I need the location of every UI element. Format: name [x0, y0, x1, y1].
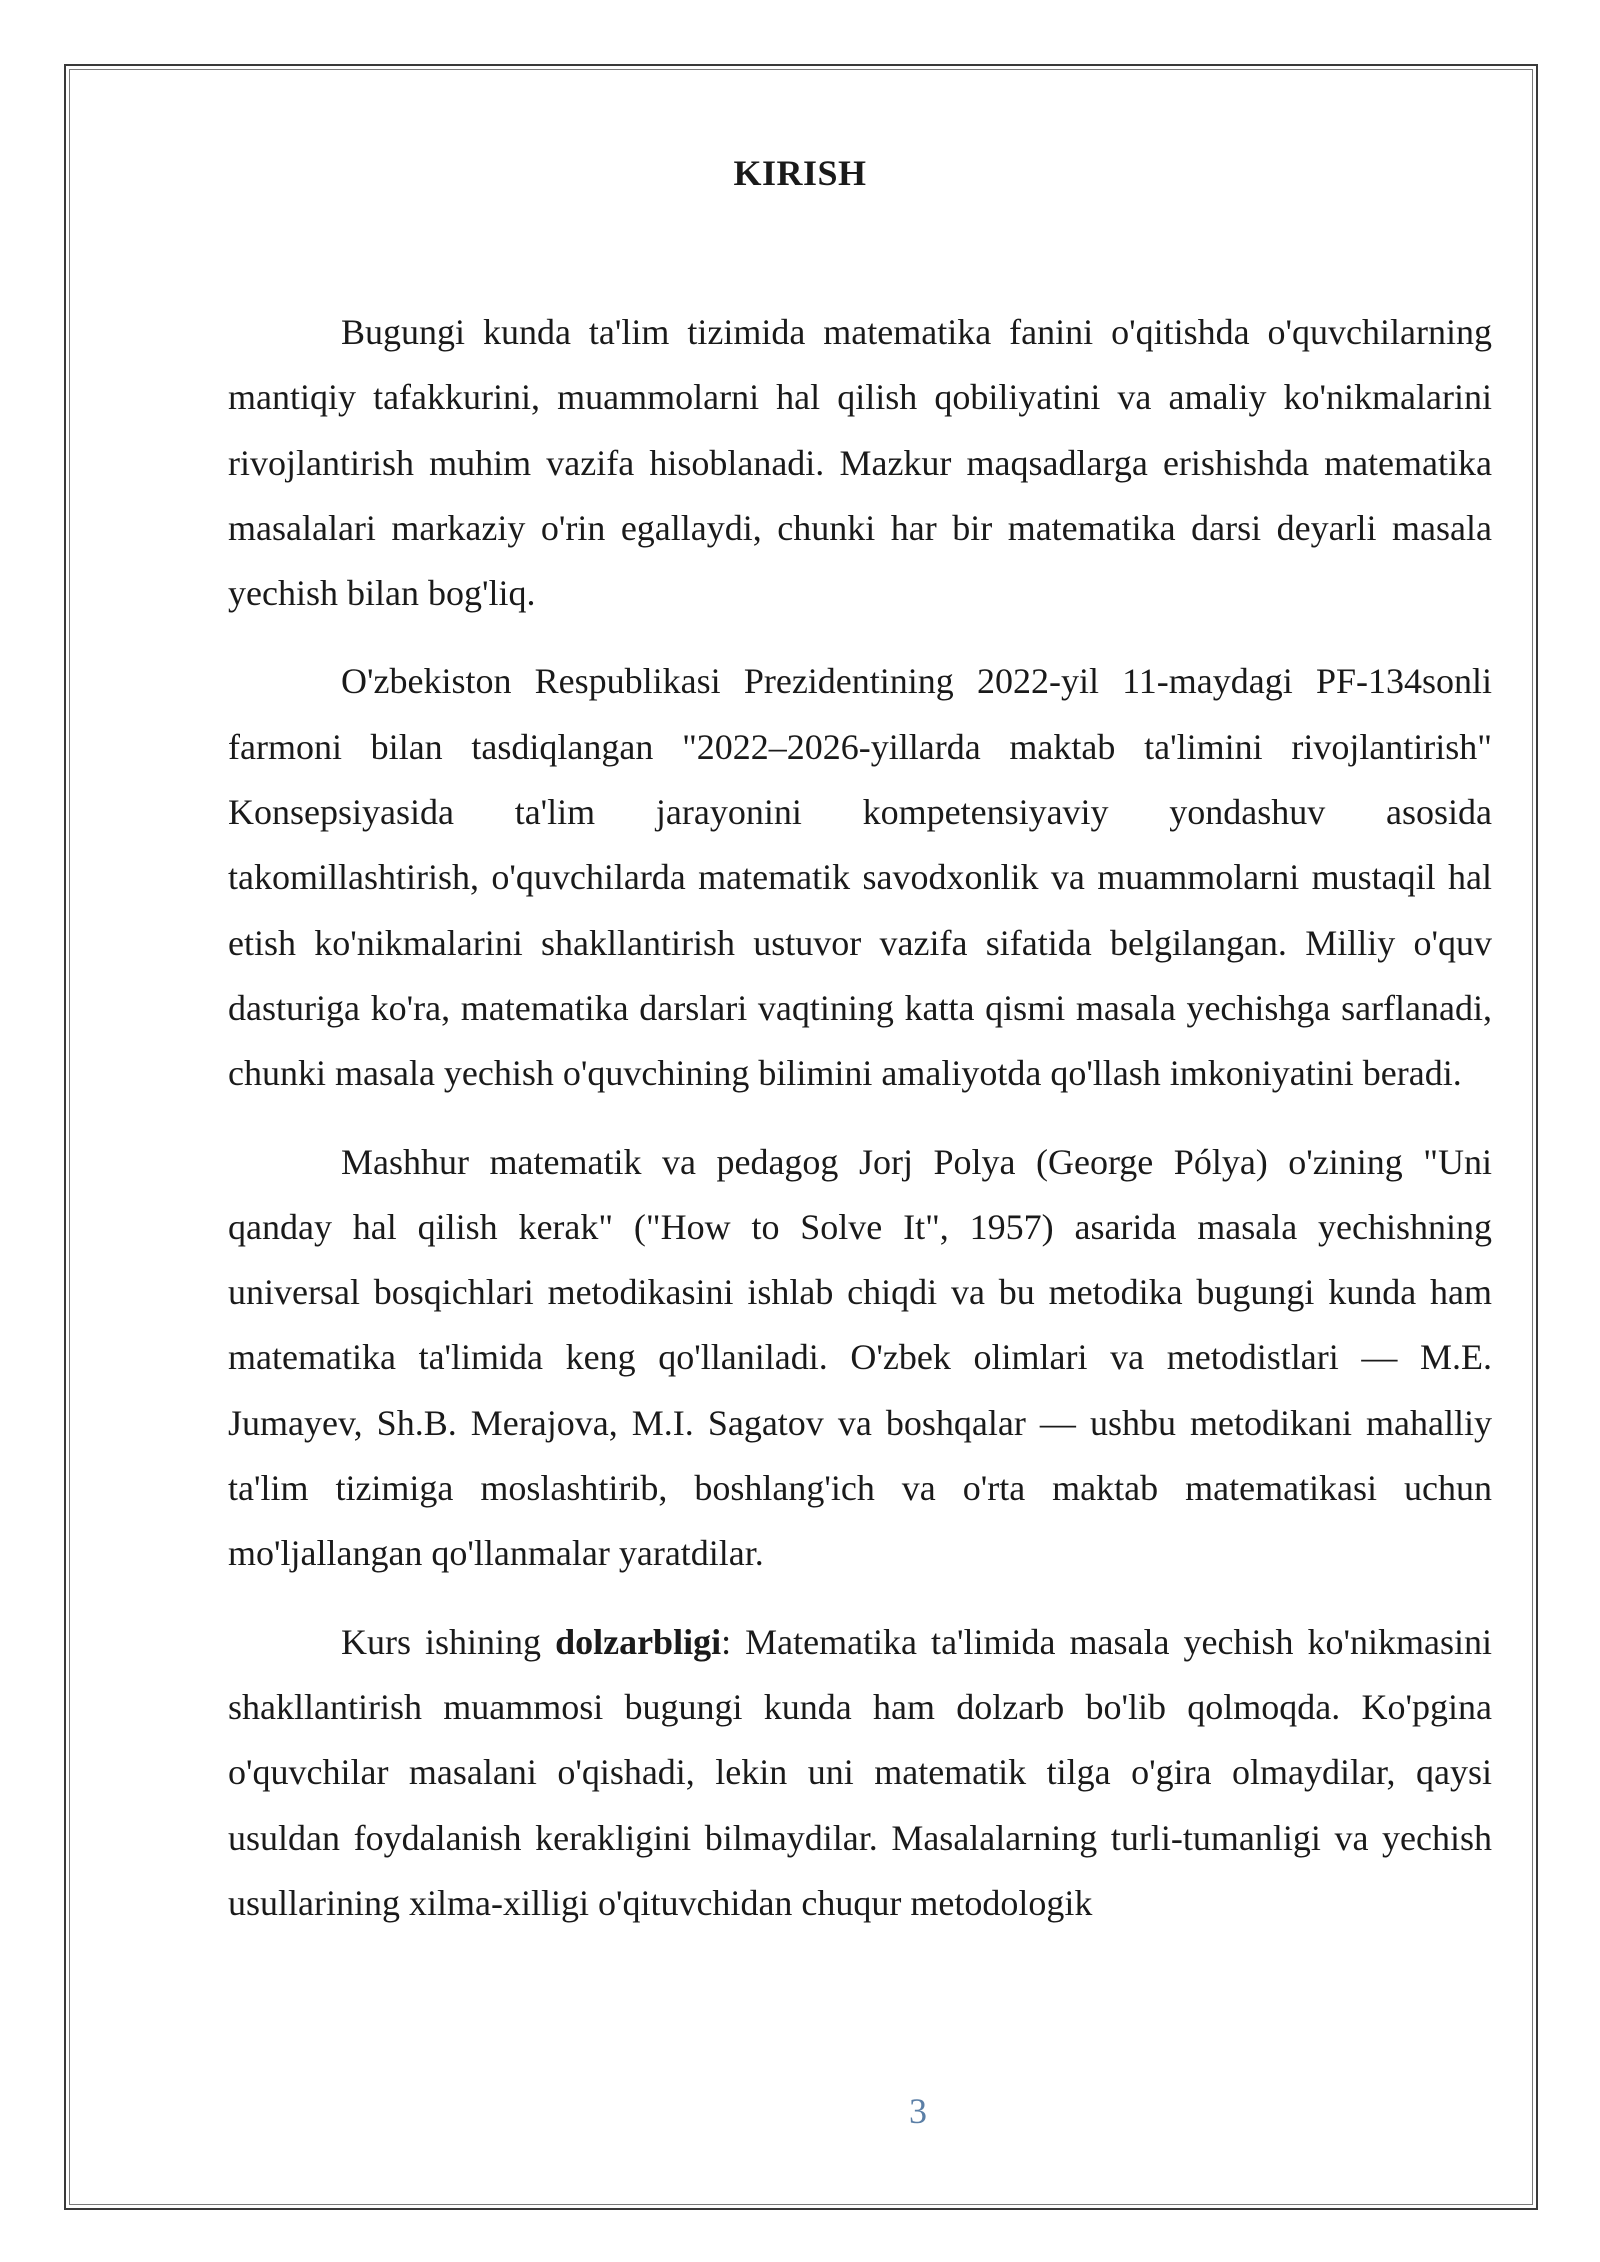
body-text: [228, 300, 1492, 1959]
keyword-dolzarbligi: dolzarbligi: [555, 1621, 722, 1662]
paragraph-2: O'zbekiston Respublikasi Prezidentining 2022-yil 11-maydagi PF-134sonli farmoni bilan tasdiqlangan "2022–2026-yillarda maktab ta'limini rivojlantirish" Konsepsiyasida ta'lim jarayonini kompetensiyaviy yondashuv asosida takomillashtirish, o'quvchilarda matematik savodxonlik va muammolarni mustaqil hal etish ko'nikmalarini shakllantirish ustuvor vazifa sifatida belgilangan. Milliy o'quv dasturiga ko'ra, matematika darslari vaqtining katta qismi masala yechishga sarflanadi, chunki masala yechish o'quvchining bilimini amaliyotda qo'llash imkoniyatini beradi.: [228, 661, 1492, 1094]
page-number: 3: [909, 2091, 927, 2131]
page-title: KIRISH: [733, 153, 867, 193]
paragraph-1: Bugungi kunda ta'lim tizimida matematika fanini o'qitishda o'quvchilarning mantiqiy tafakkurini, muammolarni hal qilish qobiliyatini va amaliy ko'nikmalarini rivojlantirish muhim vazifa hisoblanadi. Mazkur maqsadlarga erishishda matematika masalalari markaziy o'rin egallaydi, chunki har bir matematika darsi deyarli masala yechish bilan bog'liq.: [228, 312, 1492, 614]
paragraph-4: [228, 1610, 1492, 1936]
paragraph-4-rest: : Matematika ta'limida masala yechish ko'nikmasini shakllantirish muammosi bugungi kunda ham dolzarb bo'lib qolmoqda. Ko'pgina o'quvchilar masalani o'qishadi, lekin uni matematik tilga o'gira olmaydilar, qaysi usuldan foydalanish kerakligini bilmaydilar. Masalalarning turli-tumanligi va yechish usullarining xilma-xilligi o'qituvchidan chuqur metodologik: [228, 1621, 1492, 1923]
paragraph-4-lead: Kurs ishining: [341, 1621, 556, 1662]
paragraph-3: Mashhur matematik va pedagog Jorj Polya (George Pólya) o'zining "Uni qanday hal qilish kerak" ("How to Solve It", 1957) asarida masala yechishning universal bosqichlari metodikasini ishlab chiqdi va bu metodika bugungi kunda ham matematika ta'limida keng qo'llaniladi. O'zbek olimlari va metodistlari — M.E. Jumayev, Sh.B. Merajova, M.I. Sagatov va boshqalar — ushbu metodikani mahalliy ta'lim tizimiga moslashtirib, boshlang'ich va o'rta maktab matematikasi uchun mo'ljallangan qo'llanmalar yaratdilar.: [228, 1141, 1492, 1574]
